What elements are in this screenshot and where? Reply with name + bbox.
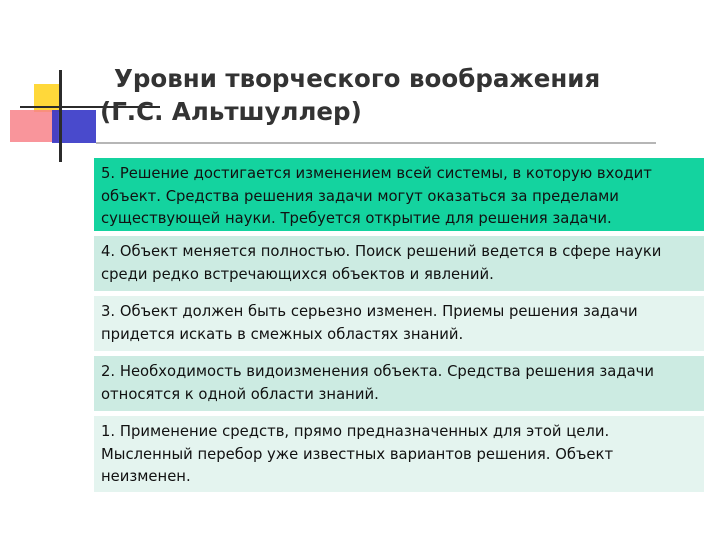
level-1-row: 1. Применение средств, прямо предназначенных для этой цели. Мысленный перебор уже известных вариантов решения. Объект неизменен. — [94, 416, 704, 492]
title-line-1: Уровни творческого воображения — [114, 64, 601, 93]
title-divider — [96, 142, 656, 144]
title-line-2: (Г.С. Альтшуллер) — [100, 97, 362, 126]
decor-vertical-line — [59, 70, 62, 162]
levels-list — [94, 158, 704, 497]
slide-title — [100, 62, 680, 128]
level-4-row: 4. Объект меняется полностью. Поиск решений ведется в сфере науки среди редко встречающихся объектов и явлений. — [94, 236, 704, 291]
level-5-row: 5. Решение достигается изменением всей системы, в которую входит объект. Средства решения задачи могут оказаться за пределами существующей науки. Требуется открытие для решения задачи. — [94, 158, 704, 231]
level-3-row: 3. Объект должен быть серьезно изменен. Приемы решения задачи придется искать в смежных областях знаний. — [94, 296, 704, 351]
decor-red-square — [10, 110, 58, 142]
level-2-row: 2. Необходимость видоизменения объекта. Средства решения задачи относятся к одной области знаний. — [94, 356, 704, 411]
